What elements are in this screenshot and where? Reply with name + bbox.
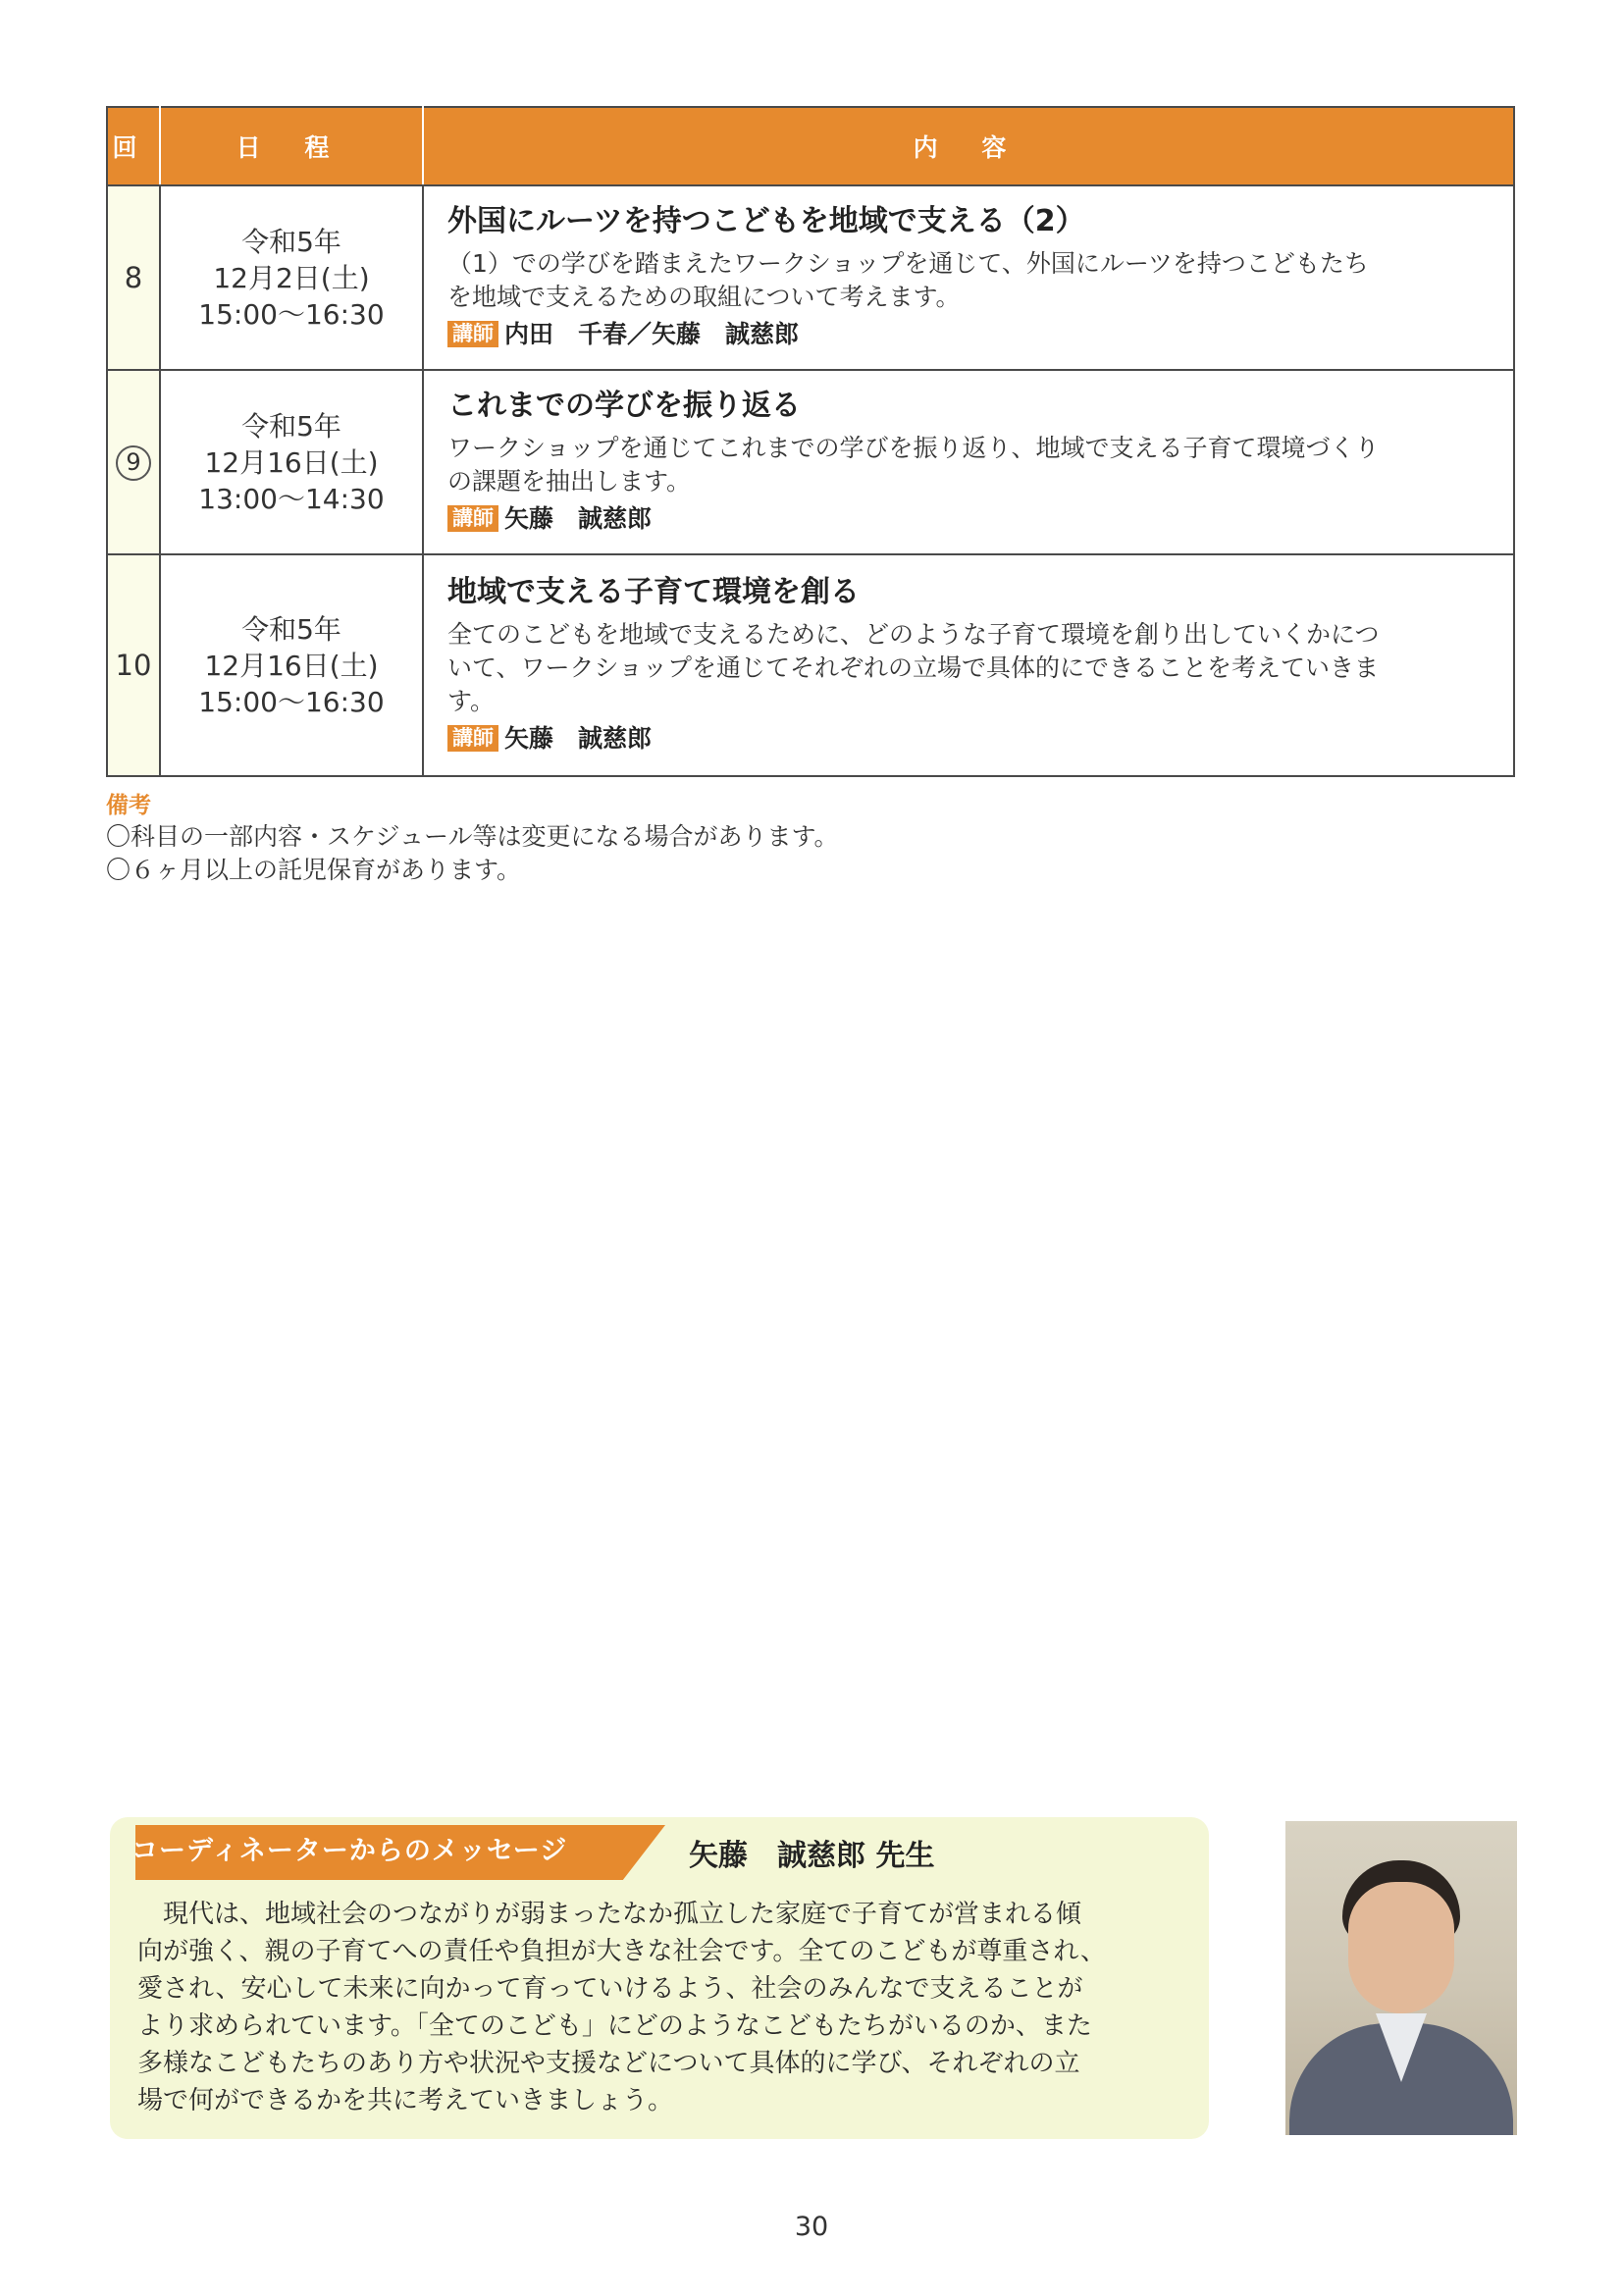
session-lecturer [447, 502, 1492, 536]
session-number: 8 [107, 185, 160, 370]
lecturer-name: 矢藤 誠慈郎 [504, 724, 653, 753]
session-content [423, 554, 1514, 776]
session-title: これまでの学びを振り返る [447, 389, 801, 423]
message-line: 多様なこどもたちのあり方や状況や支援などについて具体的に学び、それぞれの立 [137, 2049, 1080, 2078]
header-date: 日 程 [160, 107, 423, 185]
coordinator-portrait [1285, 1821, 1517, 2135]
schedule-table [106, 106, 1515, 777]
message-line: より求められています。「全てのこども」にどのようなこどもたちがいるのか、また [137, 2011, 1092, 2041]
notes-section [106, 791, 839, 887]
session-description [447, 618, 1492, 718]
session-date-time: 15:00～16:30 [198, 685, 385, 718]
lecturer-name: 矢藤 誠慈郎 [504, 504, 653, 533]
lecturer-badge: 講師 [447, 321, 498, 347]
description-line: いて、ワークショップを通じてそれぞれの立場で具体的にできることを考えていきま [447, 653, 1380, 682]
message-line: 場で何ができるかを共に考えていきましょう。 [137, 2086, 674, 2115]
message-line: 現代は、地域社会のつながりが弱まったなか孤立した家庭で子育てが営まれる傾 [137, 1900, 1082, 1929]
coordinator-message-box [110, 1817, 1209, 2139]
session-date-era: 令和5年 [241, 612, 341, 646]
session-date-day: 12月16日(土) [204, 649, 379, 682]
session-date-day: 12月16日(土) [204, 445, 379, 479]
description-line: す。 [447, 687, 496, 715]
lecturer-badge: 講師 [447, 725, 498, 752]
message-line: 愛され、安心して未来に向かって育っていけるよう、社会のみんなで支えることが [137, 1974, 1083, 2004]
page-number: 30 [794, 2212, 829, 2242]
circled-number: 9 [116, 445, 151, 481]
session-date-era: 令和5年 [241, 225, 341, 258]
session-description [447, 432, 1492, 498]
header-content: 内 容 [423, 107, 1514, 185]
note-item: 〇６ヶ月以上の託児保育があります。 [106, 856, 522, 884]
description-line: ワークショップを通じてこれまでの学びを振り返り、地域で支える子育て環境づくり [447, 434, 1380, 462]
message-tab-label: コーディネーターからのメッセージ [131, 1836, 568, 1866]
portrait-face [1348, 1882, 1454, 2013]
message-line: 向が強く、親の子育てへの責任や負担が大きな社会です。全てのこどもが尊重され、 [137, 1937, 1106, 1966]
header-no: 回 [107, 107, 160, 185]
session-number: 10 [107, 554, 160, 776]
lecturer-badge: 講師 [447, 505, 498, 532]
table-row [107, 554, 1514, 776]
session-date-era: 令和5年 [241, 409, 341, 443]
message-body [137, 1896, 1201, 2119]
session-title: 外国にルーツを持つこどもを地域で支える（2） [447, 204, 1085, 238]
session-date-day: 12月2日(土) [213, 261, 370, 294]
session-title: 地域で支える子育て環境を創る [447, 575, 860, 609]
session-content [423, 185, 1514, 370]
description-line: の課題を抽出します。 [447, 467, 692, 496]
description-line: 全てのこどもを地域で支えるために、どのような子育て環境を創り出していくかにつ [447, 620, 1380, 649]
description-line: （1）での学びを踏まえたワークショップを通じて、外国にルーツを持つこどもたち [447, 249, 1369, 278]
session-date [160, 370, 423, 554]
session-description [447, 247, 1492, 314]
coordinator-name: 矢藤 誠慈郎 先生 [689, 1839, 935, 1873]
table-row [107, 185, 1514, 370]
notes-label: 備考 [106, 793, 151, 818]
session-date-time: 13:00～14:30 [198, 482, 385, 515]
lecturer-name: 内田 千春／矢藤 誠慈郎 [504, 320, 800, 348]
table-header-row [107, 107, 1514, 185]
session-content [423, 370, 1514, 554]
table-row [107, 370, 1514, 554]
description-line: を地域で支えるための取組について考えます。 [447, 283, 961, 311]
session-date [160, 554, 423, 776]
note-item: 〇科目の一部内容・スケジュール等は変更になる場合があります。 [106, 822, 839, 851]
session-date-time: 15:00～16:30 [198, 297, 385, 331]
session-number [107, 370, 160, 554]
session-date [160, 185, 423, 370]
session-lecturer [447, 722, 1492, 756]
session-lecturer [447, 318, 1492, 351]
